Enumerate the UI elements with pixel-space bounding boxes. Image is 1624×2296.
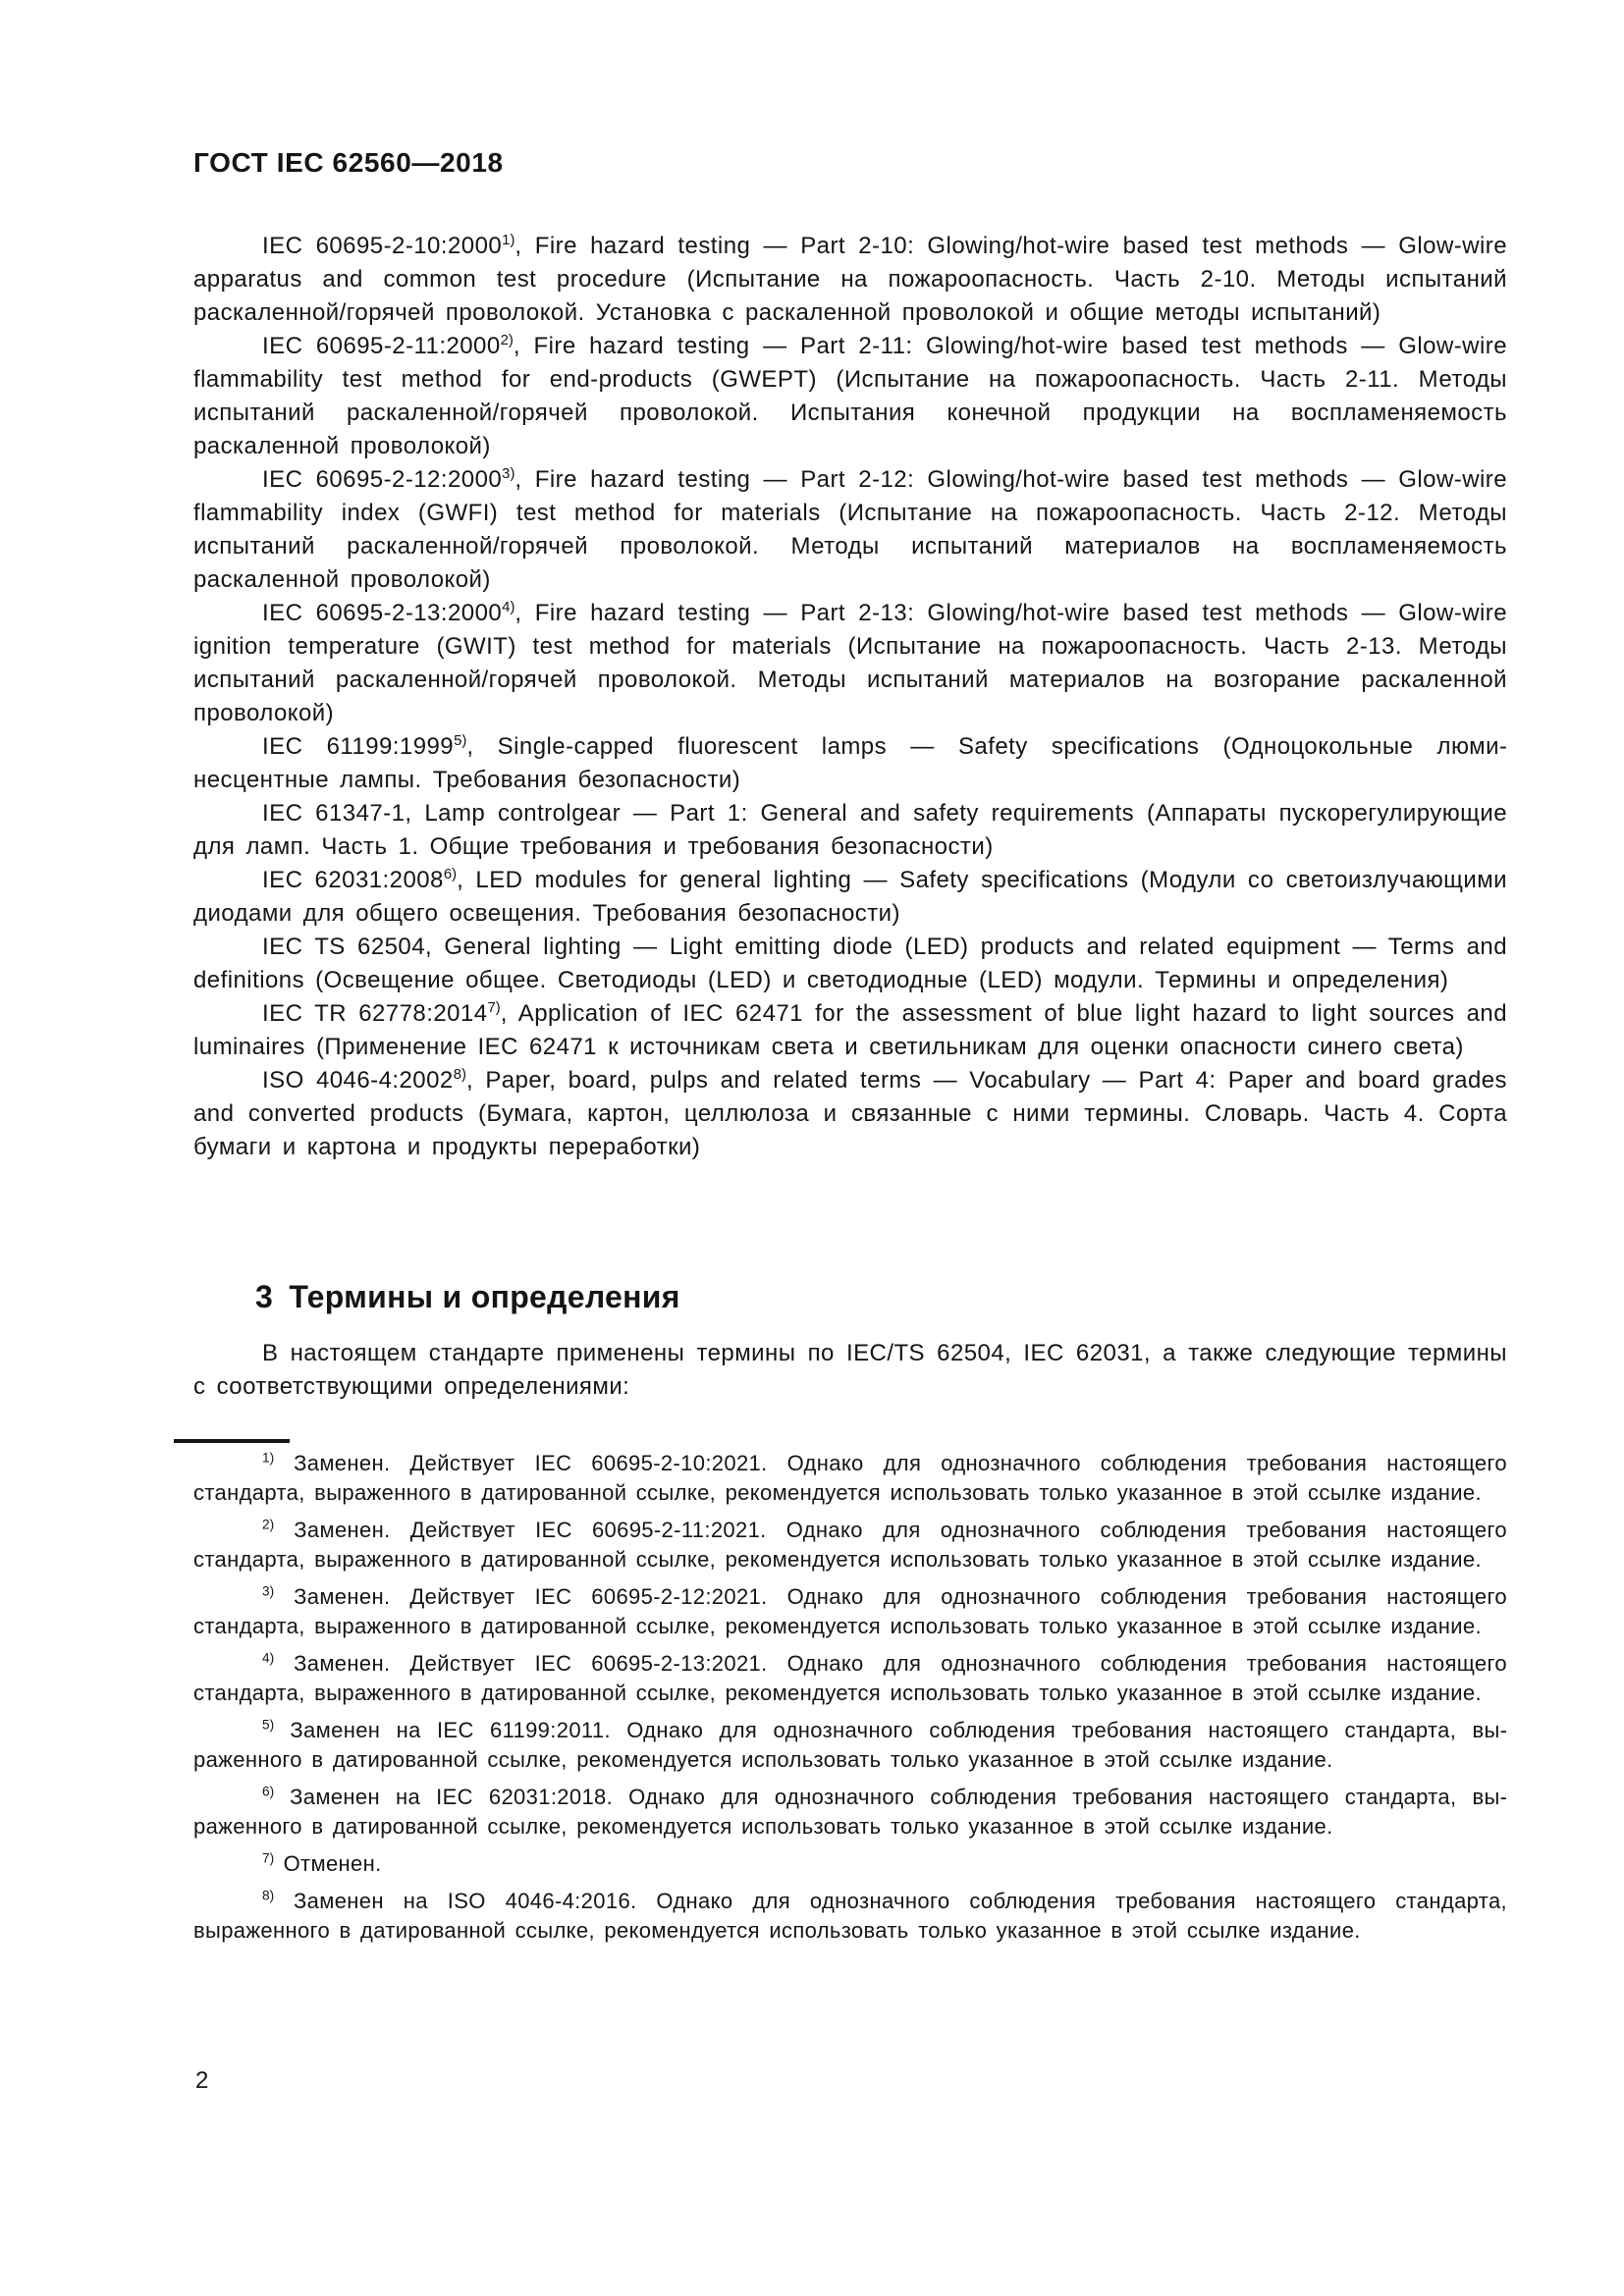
footnote: $^{5)}$ Заменен на IEC 61199:2011. Однако для однозначного соблюдения требования настоящего стандарта, выраженного в датированной ссылке, рекомендуется использовать только указанное в этой ссылке издание. (193, 1717, 1507, 1772)
superscript-footnote-marker: 1) (502, 233, 515, 248)
footnote-separator-line (174, 1439, 290, 1443)
superscript-footnote-marker: 3) (262, 1583, 275, 1599)
superscript-footnote-marker: 5) (454, 733, 467, 749)
superscript-footnote-marker: 2) (500, 333, 514, 348)
reference-paragraph: IEC 60695-2-11:2000$^{2)}$, Fire hazard testing — Part 2-11: Glowing/hot-wire based test methods — Glow-wire flammability test method for end-products (GWEPT) (Испытание на пожароопасность. Часть 2-11. Методы испытаний раскаленной/горячей проволокой. Испытания конечной продукции на воспламеняемость раскаленной проволокой) (193, 333, 1507, 459)
superscript-footnote-marker: 1) (262, 1450, 275, 1466)
section-heading-terms-and-definitions: 3 Термины и определения (255, 1279, 680, 1314)
document-header: ГОСТ IEC 62560—2018 (193, 147, 504, 178)
superscript-footnote-marker: 6) (262, 1784, 275, 1799)
reference-paragraph: IEC 61199:1999$^{5)}$, Single-capped fluorescent lamps — Safety specifications (Одноцокольные люминесцентные лампы. Требования безопасности) (193, 733, 1507, 793)
section-intro-paragraph: В настоящем стандарте применены термины по IEC/TS 62504, IEC 62031, а также следующие термины с соответствующими определениями: (193, 1340, 1507, 1400)
footnote: $^{1)}$ Заменен. Действует IEC 60695-2-10:2021. Однако для однозначного соблюдения требования настоящего стандарта, выраженного в датированной ссылке, рекомендуется использовать только указанное в этой ссылке издание. (193, 1450, 1507, 1505)
superscript-footnote-marker: 7) (487, 1000, 501, 1016)
footnote: $^{2)}$ Заменен. Действует IEC 60695-2-11:2021. Однако для однозначного соблюдения требования настоящего стандарта, выраженного в датированной ссылке, рекомендуется использовать только указанное в этой ссылке издание. (193, 1517, 1507, 1572)
superscript-footnote-marker: 8) (262, 1888, 275, 1903)
reference-paragraph: IEC 60695-2-12:2000$^{3)}$, Fire hazard testing — Part 2-12: Glowing/hot-wire based test methods — Glow-wire flammability index (GWFI) test method for materials (Испытание на пожароопасность. Часть 2-12. Методы испытаний раскаленной/горячей проволокой. Методы испытаний материалов на воспламеняемость раскаленной проволокой) (193, 466, 1507, 593)
superscript-footnote-marker: 2) (262, 1517, 275, 1532)
superscript-footnote-marker: 4) (262, 1650, 275, 1666)
footnote: $^{7)}$ Отменен. (262, 1850, 382, 1876)
footnote: $^{8)}$ Заменен на ISO 4046-4:2016. Однако для однозначного соблюдения требования настоящего стандарта, выраженного в датированной ссылке, рекомендуется использовать только указанное в этой ссылке издание. (193, 1888, 1507, 1943)
reference-paragraph: ISO 4046-4:2002$^{8)}$, Paper, board, pulps and related terms — Vocabulary — Part 4: Paper and board grades and converted products (Бумага, картон, целлюлоза и связанные с ними термины. Словарь. Часть 4. Сорта бумаги и картона и продукты переработки) (193, 1067, 1507, 1160)
reference-paragraph: IEC 61347-1, Lamp controlgear — Part 1: General and safety requirements (Аппараты пускорегулирующие для ламп. Часть 1. Общие требования и требования безопасности) (193, 800, 1507, 860)
superscript-footnote-marker: 8) (453, 1067, 466, 1083)
footnote: $^{4)}$ Заменен. Действует IEC 60695-2-13:2021. Однако для однозначного соблюдения требования настоящего стандарта, выраженного в датированной ссылке, рекомендуется использовать только указанное в этой ссылке издание. (193, 1650, 1507, 1705)
superscript-footnote-marker: 3) (502, 466, 515, 482)
footnote: $^{6)}$ Заменен на IEC 62031:2018. Однако для однозначного соблюдения требования настоящего стандарта, выраженного в датированной ссылке, рекомендуется использовать только указанное в этой ссылке издание. (193, 1784, 1507, 1839)
page-number: 2 (195, 2067, 209, 2094)
footnote: $^{3)}$ Заменен. Действует IEC 60695-2-12:2021. Однако для однозначного соблюдения требования настоящего стандарта, выраженного в датированной ссылке, рекомендуется использовать только указанное в этой ссылке издание. (193, 1583, 1507, 1638)
reference-paragraph: IEC TS 62504, General lighting — Light emitting diode (LED) products and related equipment — Terms and definitions (Освещение общее. Светодиоды (LED) и светодиодные (LED) модули. Термины и определения) (193, 934, 1507, 993)
superscript-footnote-marker: 6) (443, 867, 458, 882)
reference-paragraph: IEC 60695-2-10:2000$^{1)}$, Fire hazard testing — Part 2-10: Glowing/hot-wire based test methods — Glow-wire apparatus and common test procedure (Испытание на пожароопасность. Часть 2-10. Методы испытаний раскаленной/горячей проволокой. Установка с раскаленной проволокой и общие методы испытаний) (193, 233, 1507, 326)
reference-paragraph: IEC 62031:2008$^{6)}$, LED modules for general lighting — Safety specifications (Модули со светоизлучающими диодами для общего освещения. Требования безопасности) (193, 867, 1507, 927)
superscript-footnote-marker: 5) (262, 1717, 275, 1733)
superscript-footnote-marker: 4) (502, 600, 515, 615)
reference-paragraph: IEC 60695-2-13:2000$^{4)}$, Fire hazard testing — Part 2-13: Glowing/hot-wire based test methods — Glow-wire ignition temperature (GWIT) test method for materials (Испытание на пожароопасность. Часть 2-13. Методы испытаний раскаленной/горячей проволокой. Методы испытаний материалов на возгорание раскаленной проволокой) (193, 600, 1507, 726)
footnotes-section (193, 1449, 1507, 1953)
reference-paragraph: IEC TR 62778:2014$^{7)}$, Application of IEC 62471 for the assessment of blue light hazard to light sources and luminaires (Применение IEC 62471 к источникам света и светильникам для оценки опасности синего света) (193, 1000, 1507, 1060)
superscript-footnote-marker: 7) (262, 1850, 275, 1866)
normative-references-section (193, 230, 1507, 1164)
